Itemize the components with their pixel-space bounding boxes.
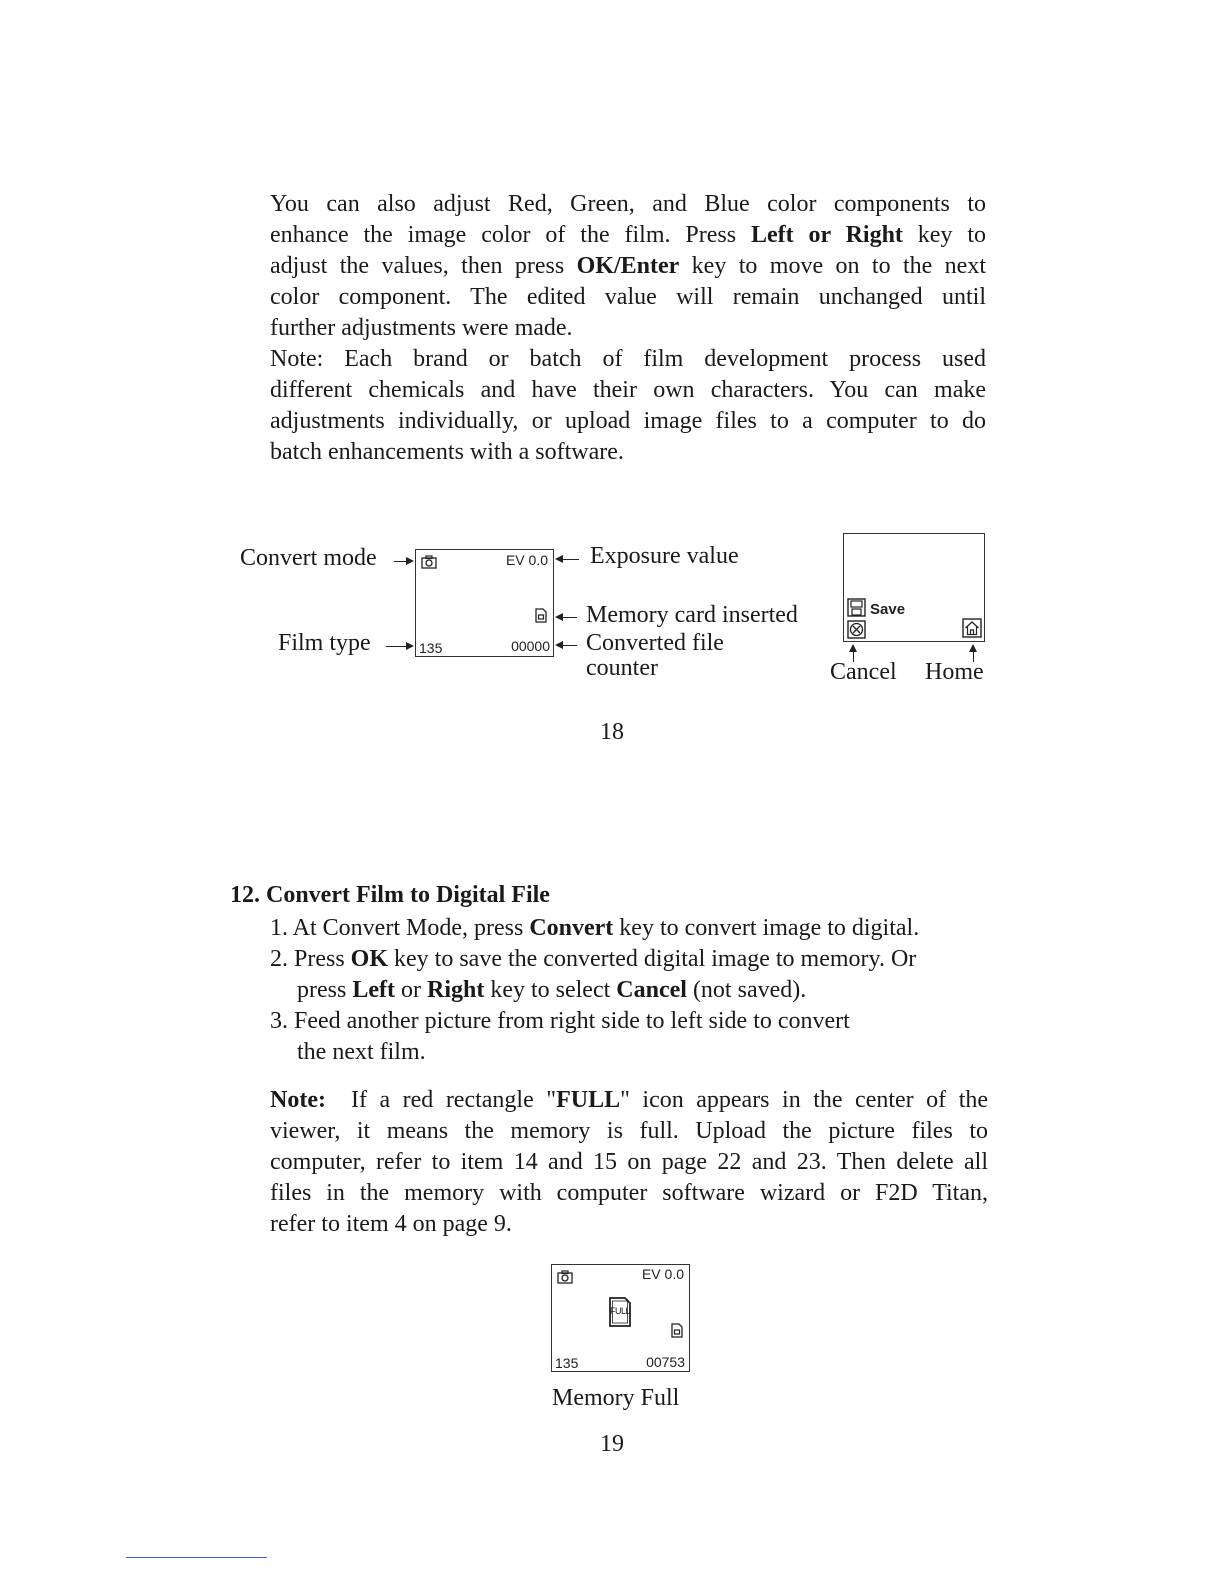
- para-line: adjust the values, then press OK/Enter key to move on to the next: [270, 253, 987, 279]
- note-line: computer, refer to item 14 and 15 on page 22 and 23. Then delete all: [270, 1149, 988, 1175]
- film-type-arrow: [386, 646, 412, 647]
- convert-mode-arrow: [394, 561, 412, 562]
- save-screen: [843, 533, 985, 642]
- cancel-icon: [847, 620, 866, 639]
- memory-full-note: [270, 1085, 988, 1240]
- counter-readout: 00753: [646, 1354, 685, 1370]
- home-label: Home: [925, 659, 984, 685]
- note-line: Note: If a red rectangle "FULL" icon appears in the center of the: [270, 1087, 989, 1113]
- section-heading: 12. Convert Film to Digital File: [230, 882, 550, 908]
- camera-icon: [421, 555, 437, 569]
- note-line: Note: Each brand or batch of film development process used: [270, 346, 986, 372]
- memory-full-caption: Memory Full: [552, 1385, 680, 1411]
- counter-arrow: [557, 645, 577, 646]
- full-text: FULL: [609, 1306, 630, 1316]
- converted-label-2: counter: [586, 655, 658, 681]
- counter-readout: 00000: [511, 638, 550, 654]
- exposure-arrow: [557, 559, 579, 560]
- note-line: adjustments individually, or upload image files to a computer to do: [270, 408, 986, 434]
- memory-full-screen: [551, 1264, 690, 1372]
- convert-mode-label: Convert mode: [240, 545, 377, 571]
- film-type-readout: 135: [419, 640, 443, 656]
- viewer-screen: [415, 549, 554, 657]
- cancel-label: Cancel: [830, 659, 897, 685]
- converted-label-1: Converted file: [586, 630, 724, 656]
- memory-card-icon: [535, 608, 547, 623]
- page-number-19: 19: [600, 1431, 624, 1457]
- exposure-label: Exposure value: [590, 543, 739, 569]
- save-icon: [847, 598, 866, 617]
- step-1: 1. At Convert Mode, press Convert key to convert image to digital.: [270, 915, 920, 941]
- memory-card-icon: [671, 1323, 683, 1338]
- bottom-rule: [126, 1557, 267, 1558]
- ev-readout: EV 0.0: [505, 552, 548, 568]
- note-line: batch enhancements with a software.: [270, 439, 624, 465]
- step-3: 3. Feed another picture from right side to left side to convert the next film.: [270, 1008, 850, 1065]
- memory-card-arrow: [557, 617, 577, 618]
- note-line: refer to item 4 on page 9.: [270, 1211, 512, 1237]
- memory-card-label: Memory card inserted: [586, 602, 798, 628]
- film-type-readout: 135: [555, 1355, 579, 1371]
- color-adjust-paragraph: [270, 189, 986, 468]
- page-number-18: 18: [600, 719, 624, 745]
- home-icon: [962, 618, 982, 638]
- note-line: viewer, it means the memory is full. Upload the picture files to: [270, 1118, 988, 1144]
- step-2: 2. Press OK key to save the converted digital image to memory. Or press Left or Right key to select Cancel (not saved).: [270, 946, 917, 1003]
- ev-readout: EV 0.0: [641, 1266, 684, 1282]
- full-icon: [609, 1297, 631, 1327]
- para-line: color component. The edited value will remain unchanged until: [270, 284, 986, 310]
- note-line: files in the memory with computer software wizard or F2D Titan,: [270, 1180, 988, 1206]
- camera-icon: [557, 1270, 573, 1284]
- save-option-label: Save: [870, 601, 906, 618]
- para-line: You can also adjust Red, Green, and Blue color components to: [270, 191, 986, 217]
- para-line: further adjustments were made.: [270, 315, 573, 341]
- note-line: different chemicals and have their own characters. You can make: [270, 377, 986, 403]
- film-type-label: Film type: [278, 630, 371, 656]
- para-line: enhance the image color of the film. Press Left or Right key to: [270, 222, 986, 248]
